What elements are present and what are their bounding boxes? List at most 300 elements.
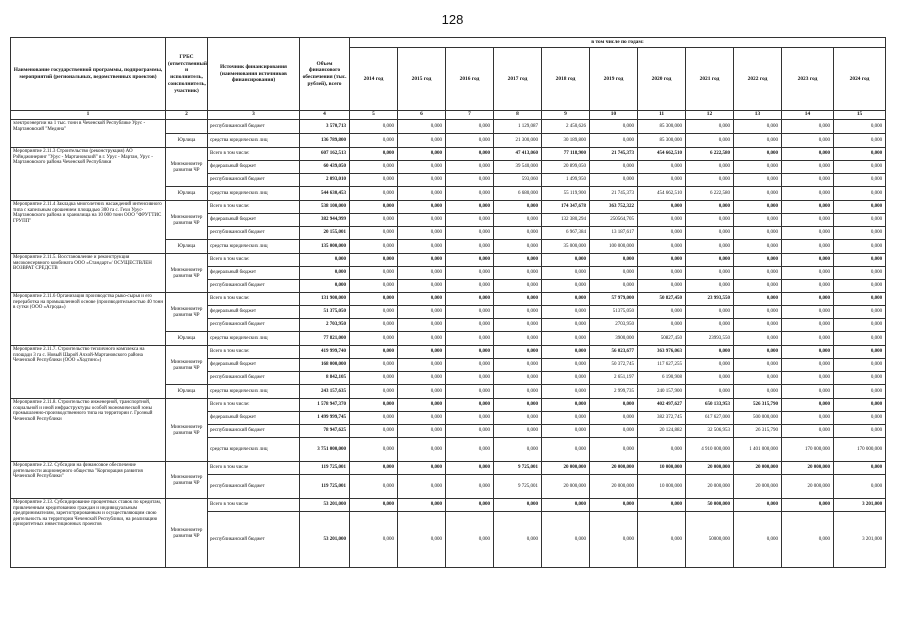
year-amount: 0,000 bbox=[782, 120, 834, 134]
year-amount: 0,000 bbox=[782, 499, 834, 512]
total-amount: 78 947,625 bbox=[300, 425, 350, 438]
year-amount: 0,000 bbox=[542, 425, 590, 438]
year-amount: 20 000,000 bbox=[542, 462, 590, 475]
col-header-year: 2018 год bbox=[542, 48, 590, 111]
col-header-year: 2019 год bbox=[590, 48, 638, 111]
year-amount: 0,000 bbox=[834, 462, 886, 475]
year-amount: 0,000 bbox=[542, 346, 590, 359]
year-amount: 0,000 bbox=[398, 438, 446, 462]
total-amount: 53 201,000 bbox=[300, 512, 350, 568]
funding-source: республиканский бюджет bbox=[208, 475, 300, 499]
year-amount: 0,000 bbox=[542, 412, 590, 425]
year-amount: 20 000,000 bbox=[734, 475, 782, 499]
year-amount: 0,000 bbox=[834, 201, 886, 214]
year-amount: 0,000 bbox=[398, 267, 446, 280]
year-amount: 0,000 bbox=[734, 174, 782, 187]
year-amount: 0,000 bbox=[398, 227, 446, 240]
year-amount: 57 979,000 bbox=[590, 293, 638, 306]
year-amount: 0,000 bbox=[734, 227, 782, 240]
year-amount: 50000,000 bbox=[686, 512, 734, 568]
year-amount: 0,000 bbox=[398, 346, 446, 359]
year-amount: 0,000 bbox=[398, 240, 446, 254]
col-header-year: 2020 год bbox=[638, 48, 686, 111]
year-amount: 0,000 bbox=[686, 372, 734, 385]
table-header bbox=[11, 38, 886, 111]
year-amount: 51375,050 bbox=[590, 306, 638, 319]
year-amount: 0,000 bbox=[350, 214, 398, 227]
year-amount: 0,000 bbox=[782, 346, 834, 359]
year-amount: 0,000 bbox=[446, 332, 494, 346]
measure-name: электроэнергии на 1 тыс. тонн в Чеченской Республике Урус - Мартановский "Медина" bbox=[11, 120, 166, 148]
year-amount: 0,000 bbox=[734, 332, 782, 346]
year-amount: 20 124,882 bbox=[638, 425, 686, 438]
total-amount: 53 201,000 bbox=[300, 499, 350, 512]
total-amount: 0,000 bbox=[300, 267, 350, 280]
year-amount: 0,000 bbox=[398, 254, 446, 267]
year-amount: 0,000 bbox=[734, 254, 782, 267]
year-amount: 100 000,000 bbox=[590, 240, 638, 254]
year-amount: 3 201,000 bbox=[834, 499, 886, 512]
year-amount: 0,000 bbox=[350, 319, 398, 332]
year-amount: 0,000 bbox=[782, 201, 834, 214]
year-amount: 0,000 bbox=[590, 399, 638, 412]
year-amount: 0,000 bbox=[446, 254, 494, 267]
year-amount: 0,000 bbox=[590, 174, 638, 187]
year-amount: 0,000 bbox=[350, 438, 398, 462]
year-amount: 0,000 bbox=[734, 306, 782, 319]
funding-source: Всего в том числе: bbox=[208, 148, 300, 161]
funding-source: республиканский бюджет bbox=[208, 174, 300, 187]
year-amount: 0,000 bbox=[446, 240, 494, 254]
year-amount: 0,000 bbox=[446, 372, 494, 385]
year-amount: 0,000 bbox=[734, 187, 782, 201]
year-amount: 1 401 000,000 bbox=[734, 438, 782, 462]
total-amount: 0,000 bbox=[300, 254, 350, 267]
year-amount: 0,000 bbox=[350, 254, 398, 267]
year-amount: 0,000 bbox=[446, 174, 494, 187]
year-amount: 0,000 bbox=[398, 332, 446, 346]
measure-name: Мероприятие 2.11.5. Восстановление и реконструкция мясоконсервного комбината ООО «Стандарт»/ ОСУЩЕСТВЛЕН ВОЗВРАТ СРЕДСТВ bbox=[11, 254, 166, 293]
year-amount: 0,000 bbox=[638, 438, 686, 462]
year-amount: 0,000 bbox=[686, 134, 734, 148]
year-amount: 170 000,000 bbox=[834, 438, 886, 462]
year-amount: 0,000 bbox=[782, 385, 834, 399]
year-amount: 0,000 bbox=[782, 332, 834, 346]
year-amount: 0,000 bbox=[350, 425, 398, 438]
year-amount: 0,000 bbox=[398, 385, 446, 399]
funding-source: республиканский бюджет bbox=[208, 280, 300, 293]
year-amount: 0,000 bbox=[590, 254, 638, 267]
year-amount: 0,000 bbox=[590, 512, 638, 568]
year-amount: 0,000 bbox=[834, 174, 886, 187]
year-amount: 85 300,000 bbox=[638, 120, 686, 134]
year-amount: 0,000 bbox=[734, 148, 782, 161]
column-number: 10 bbox=[590, 111, 638, 120]
year-amount: 20 000,000 bbox=[542, 475, 590, 499]
total-amount: 168 000,000 bbox=[300, 359, 350, 372]
total-amount: 3 570,713 bbox=[300, 120, 350, 134]
year-amount: 0,000 bbox=[638, 227, 686, 240]
column-number: 7 bbox=[446, 111, 494, 120]
year-amount: 0,000 bbox=[446, 399, 494, 412]
year-amount: 0,000 bbox=[446, 148, 494, 161]
year-amount: 0,000 bbox=[350, 227, 398, 240]
year-amount: 0,000 bbox=[834, 306, 886, 319]
total-amount: 131 900,000 bbox=[300, 293, 350, 306]
year-amount: 0,000 bbox=[638, 499, 686, 512]
total-amount: 382 944,999 bbox=[300, 214, 350, 227]
year-amount: 0,000 bbox=[542, 267, 590, 280]
funding-source: республиканский бюджет bbox=[208, 227, 300, 240]
year-amount: 0,000 bbox=[782, 148, 834, 161]
year-amount: 0,000 bbox=[834, 372, 886, 385]
col-header-year: 2014 год bbox=[350, 48, 398, 111]
year-amount: 0,000 bbox=[834, 214, 886, 227]
year-amount: 0,000 bbox=[638, 201, 686, 214]
year-amount: 0,000 bbox=[350, 201, 398, 214]
grbs-cell-extra: Юрлица bbox=[166, 134, 208, 148]
year-amount: 20 000,000 bbox=[686, 462, 734, 475]
year-amount: 0,000 bbox=[542, 254, 590, 267]
year-amount: 0,000 bbox=[782, 267, 834, 280]
year-amount: 650 133,953 bbox=[686, 399, 734, 412]
year-amount: 0,000 bbox=[494, 346, 542, 359]
year-amount: 10 000,000 bbox=[638, 462, 686, 475]
year-amount: 0,000 bbox=[398, 134, 446, 148]
year-amount: 0,000 bbox=[834, 399, 886, 412]
total-amount: 243 157,635 bbox=[300, 385, 350, 399]
year-amount: 0,000 bbox=[782, 399, 834, 412]
column-number: 12 bbox=[686, 111, 734, 120]
year-amount: 0,000 bbox=[834, 319, 886, 332]
year-amount: 0,000 bbox=[782, 372, 834, 385]
year-amount: 0,000 bbox=[350, 174, 398, 187]
year-amount: 3 201,000 bbox=[834, 512, 886, 568]
year-amount: 0,000 bbox=[734, 214, 782, 227]
year-amount: 6 222,580 bbox=[686, 187, 734, 201]
year-amount: 50 372,745 bbox=[590, 359, 638, 372]
funding-source: Всего в том числе bbox=[208, 499, 300, 512]
page-number: 128 bbox=[441, 12, 464, 27]
year-amount: 0,000 bbox=[782, 214, 834, 227]
year-amount: 0,000 bbox=[734, 280, 782, 293]
total-amount: 1 499 999,745 bbox=[300, 412, 350, 425]
year-amount: 0,000 bbox=[834, 254, 886, 267]
column-number: 4 bbox=[300, 111, 350, 120]
year-amount: 30 189,800 bbox=[542, 134, 590, 148]
year-amount: 500 000,000 bbox=[734, 412, 782, 425]
year-amount: 0,000 bbox=[542, 306, 590, 319]
year-amount: 0,000 bbox=[542, 332, 590, 346]
year-amount: 0,000 bbox=[446, 412, 494, 425]
year-amount: 0,000 bbox=[350, 332, 398, 346]
year-amount: 6 680,000 bbox=[494, 187, 542, 201]
total-amount: 544 630,453 bbox=[300, 187, 350, 201]
year-amount: 0,000 bbox=[686, 319, 734, 332]
year-amount: 0,000 bbox=[446, 161, 494, 174]
year-amount: 0,000 bbox=[494, 359, 542, 372]
funding-source: средства юридических лиц bbox=[208, 134, 300, 148]
year-amount: 250564,705 bbox=[590, 214, 638, 227]
year-amount: 85 300,000 bbox=[638, 134, 686, 148]
year-amount: 0,000 bbox=[590, 120, 638, 134]
col-header-name: Наименование государственной программы, подпрограммы, мероприятий (региональных, ведомственных проектов) bbox=[11, 38, 166, 111]
year-amount: 0,000 bbox=[494, 512, 542, 568]
year-amount: 0,000 bbox=[494, 372, 542, 385]
grbs-cell: Минэкономтер развития ЧР bbox=[166, 346, 208, 385]
total-amount: 2 093,010 bbox=[300, 174, 350, 187]
year-amount: 0,000 bbox=[734, 134, 782, 148]
year-amount: 20 000,000 bbox=[734, 462, 782, 475]
funding-source: республиканский бюджет bbox=[208, 319, 300, 332]
funding-source: средства юридических лиц bbox=[208, 187, 300, 201]
year-amount: 0,000 bbox=[686, 214, 734, 227]
funding-source: федеральный бюджет bbox=[208, 359, 300, 372]
year-amount: 0,000 bbox=[398, 280, 446, 293]
year-amount: 0,000 bbox=[734, 161, 782, 174]
year-amount: 0,000 bbox=[494, 201, 542, 214]
year-amount: 0,000 bbox=[494, 425, 542, 438]
year-amount: 363 752,322 bbox=[590, 201, 638, 214]
grbs-cell: Минэкономтер развития ЧР bbox=[166, 499, 208, 568]
year-amount: 0,000 bbox=[638, 240, 686, 254]
year-amount: 454 662,510 bbox=[638, 187, 686, 201]
year-amount: 0,000 bbox=[782, 280, 834, 293]
year-amount: 0,000 bbox=[446, 425, 494, 438]
measure-name: Мероприятие 2.12. Субсидии на финансовое обеспечение деятельности акционерного общества "Корпорация развития Чеченской Республики" bbox=[11, 462, 166, 499]
year-amount: 0,000 bbox=[446, 475, 494, 499]
year-amount: 0,000 bbox=[782, 254, 834, 267]
year-amount: 593,060 bbox=[494, 174, 542, 187]
year-amount: 0,000 bbox=[398, 412, 446, 425]
year-amount: 0,000 bbox=[398, 214, 446, 227]
year-amount: 0,000 bbox=[350, 475, 398, 499]
grbs-cell-extra: Юрлица bbox=[166, 187, 208, 201]
total-amount: 3 751 000,000 bbox=[300, 438, 350, 462]
year-amount: 240 157,900 bbox=[638, 385, 686, 399]
year-amount: 0,000 bbox=[446, 499, 494, 512]
year-amount: 9 725,001 bbox=[494, 462, 542, 475]
year-amount: 13 187,617 bbox=[590, 227, 638, 240]
grbs-cell-extra: Юрлица bbox=[166, 385, 208, 399]
year-amount: 0,000 bbox=[446, 120, 494, 134]
year-amount: 9 725,001 bbox=[494, 475, 542, 499]
year-amount: 0,000 bbox=[494, 499, 542, 512]
year-amount: 0,000 bbox=[686, 359, 734, 372]
year-amount: 132 380,294 bbox=[542, 214, 590, 227]
year-amount: 0,000 bbox=[350, 412, 398, 425]
year-amount: 0,000 bbox=[782, 512, 834, 568]
year-amount: 0,000 bbox=[734, 372, 782, 385]
total-amount: 119 725,001 bbox=[300, 475, 350, 499]
year-amount: 6 190,908 bbox=[638, 372, 686, 385]
year-amount: 0,000 bbox=[494, 306, 542, 319]
year-amount: 0,000 bbox=[446, 293, 494, 306]
year-amount: 0,000 bbox=[542, 293, 590, 306]
year-amount: 0,000 bbox=[350, 512, 398, 568]
funding-source: республиканский бюджет bbox=[208, 120, 300, 134]
year-amount: 0,000 bbox=[542, 438, 590, 462]
year-amount: 0,000 bbox=[350, 267, 398, 280]
year-amount: 32 506,953 bbox=[686, 425, 734, 438]
year-amount: 47 413,060 bbox=[494, 148, 542, 161]
year-amount: 0,000 bbox=[350, 372, 398, 385]
year-amount: 0,000 bbox=[686, 120, 734, 134]
year-amount: 0,000 bbox=[734, 346, 782, 359]
grbs-cell: Минэкономтер развития ЧР bbox=[166, 201, 208, 240]
year-amount: 0,000 bbox=[834, 227, 886, 240]
year-amount: 0,000 bbox=[782, 174, 834, 187]
year-amount: 0,000 bbox=[834, 425, 886, 438]
year-amount: 50 827,450 bbox=[638, 293, 686, 306]
year-amount: 0,000 bbox=[782, 134, 834, 148]
year-amount: 0,000 bbox=[398, 359, 446, 372]
year-amount: 0,000 bbox=[350, 399, 398, 412]
year-amount: 0,000 bbox=[782, 240, 834, 254]
year-amount: 35 000,000 bbox=[542, 240, 590, 254]
year-amount: 0,000 bbox=[590, 438, 638, 462]
year-amount: 0,000 bbox=[350, 240, 398, 254]
grbs-cell: Минэкономтер развития ЧР bbox=[166, 148, 208, 187]
year-amount: 0,000 bbox=[834, 280, 886, 293]
year-amount: 0,000 bbox=[686, 267, 734, 280]
col-header-year: 2024 год bbox=[834, 48, 886, 111]
year-amount: 0,000 bbox=[834, 346, 886, 359]
year-amount: 0,000 bbox=[734, 201, 782, 214]
year-amount: 0,000 bbox=[350, 134, 398, 148]
year-amount: 0,000 bbox=[446, 359, 494, 372]
year-amount: 174 347,678 bbox=[542, 201, 590, 214]
year-amount: 0,000 bbox=[686, 385, 734, 399]
total-amount: 20 155,001 bbox=[300, 227, 350, 240]
table-row bbox=[11, 462, 886, 475]
year-amount: 0,000 bbox=[350, 161, 398, 174]
year-amount: 10 000,000 bbox=[638, 475, 686, 499]
year-amount: 0,000 bbox=[734, 319, 782, 332]
year-amount: 0,000 bbox=[734, 293, 782, 306]
year-amount: 0,000 bbox=[494, 267, 542, 280]
year-amount: 0,000 bbox=[782, 412, 834, 425]
funding-source: Всего в том числе: bbox=[208, 346, 300, 359]
year-amount: 2703,950 bbox=[590, 319, 638, 332]
year-amount: 0,000 bbox=[446, 306, 494, 319]
table-row bbox=[11, 201, 886, 214]
year-amount: 0,000 bbox=[542, 372, 590, 385]
year-amount: 0,000 bbox=[494, 399, 542, 412]
year-amount: 0,000 bbox=[834, 412, 886, 425]
year-amount: 0,000 bbox=[542, 359, 590, 372]
year-amount: 0,000 bbox=[590, 280, 638, 293]
year-amount: 402 497,627 bbox=[638, 399, 686, 412]
total-amount: 135 000,000 bbox=[300, 240, 350, 254]
year-amount: 0,000 bbox=[398, 399, 446, 412]
year-amount: 0,000 bbox=[542, 280, 590, 293]
funding-source: федеральный бюджет bbox=[208, 267, 300, 280]
year-amount: 3900,000 bbox=[590, 332, 638, 346]
column-number: 13 bbox=[734, 111, 782, 120]
year-amount: 0,000 bbox=[782, 293, 834, 306]
year-amount: 0,000 bbox=[446, 319, 494, 332]
year-amount: 0,000 bbox=[350, 120, 398, 134]
year-amount: 0,000 bbox=[398, 462, 446, 475]
year-amount: 0,000 bbox=[398, 475, 446, 499]
col-header-year: 2017 год bbox=[494, 48, 542, 111]
year-amount: 2 651,197 bbox=[590, 372, 638, 385]
year-amount: 26 315,790 bbox=[734, 425, 782, 438]
funding-source: Всего в том числе: bbox=[208, 293, 300, 306]
year-amount: 526 315,790 bbox=[734, 399, 782, 412]
column-number: 11 bbox=[638, 111, 686, 120]
year-amount: 0,000 bbox=[350, 280, 398, 293]
table-row bbox=[11, 120, 886, 134]
year-amount: 0,000 bbox=[494, 385, 542, 399]
column-number: 2 bbox=[166, 111, 208, 120]
year-amount: 0,000 bbox=[590, 267, 638, 280]
total-amount: 419 999,740 bbox=[300, 346, 350, 359]
year-amount: 0,000 bbox=[686, 240, 734, 254]
year-amount: 21 745,373 bbox=[590, 187, 638, 201]
year-amount: 0,000 bbox=[350, 293, 398, 306]
grbs-cell bbox=[166, 120, 208, 134]
year-amount: 0,000 bbox=[834, 148, 886, 161]
year-amount: 50827,450 bbox=[638, 332, 686, 346]
measure-name: Мероприятие 2.11.7. Строительство тепличного комплекса на площади 3 га с. Новый Шарой Ачхой-Мартановского района Чеченской Республики (ООО «Ходтинс») bbox=[11, 346, 166, 399]
year-amount: 0,000 bbox=[782, 227, 834, 240]
total-amount: 538 100,000 bbox=[300, 201, 350, 214]
year-amount: 0,000 bbox=[638, 267, 686, 280]
total-amount: 51 375,050 bbox=[300, 306, 350, 319]
year-amount: 0,000 bbox=[590, 412, 638, 425]
year-amount: 0,000 bbox=[494, 293, 542, 306]
year-amount: 0,000 bbox=[350, 306, 398, 319]
grbs-cell: Минэкономтер развития ЧР bbox=[166, 254, 208, 293]
funding-source: федеральный бюджет bbox=[208, 161, 300, 174]
year-amount: 0,000 bbox=[782, 161, 834, 174]
year-amount: 20 000,000 bbox=[782, 475, 834, 499]
total-amount: 136 789,800 bbox=[300, 134, 350, 148]
year-amount: 0,000 bbox=[446, 134, 494, 148]
year-amount: 0,000 bbox=[446, 201, 494, 214]
funding-source: Всего в том числе: bbox=[208, 399, 300, 412]
year-amount: 0,000 bbox=[686, 201, 734, 214]
year-amount: 0,000 bbox=[542, 385, 590, 399]
year-amount: 0,000 bbox=[446, 187, 494, 201]
year-amount: 0,000 bbox=[782, 187, 834, 201]
year-amount: 0,000 bbox=[734, 267, 782, 280]
column-number: 3 bbox=[208, 111, 300, 120]
measure-name: Мероприятие 2.13. Субсидирование процентных ставок по кредитам, привлеченным кредитованию граждан и индивидуальным предпринимателям, зарегистрированным и осуществляющим свою деятельность на территории Чеченской Республики, на реализацию приоритетных инвестиционных проектов bbox=[11, 499, 166, 568]
grbs-cell: Минэкономтер развития ЧР bbox=[166, 462, 208, 499]
year-amount: 0,000 bbox=[686, 174, 734, 187]
year-amount: 0,000 bbox=[638, 254, 686, 267]
year-amount: 21 745,373 bbox=[590, 148, 638, 161]
year-amount: 0,000 bbox=[398, 161, 446, 174]
year-amount: 4 910 000,000 bbox=[686, 438, 734, 462]
year-amount: 0,000 bbox=[542, 512, 590, 568]
year-amount: 0,000 bbox=[350, 187, 398, 201]
year-amount: 0,000 bbox=[446, 346, 494, 359]
table-row bbox=[11, 148, 886, 161]
year-amount: 0,000 bbox=[686, 280, 734, 293]
year-amount: 0,000 bbox=[834, 475, 886, 499]
year-amount: 0,000 bbox=[350, 346, 398, 359]
year-amount: 0,000 bbox=[590, 161, 638, 174]
col-header-year: 2016 год bbox=[446, 48, 494, 111]
year-amount: 454 662,510 bbox=[638, 148, 686, 161]
year-amount: 0,000 bbox=[446, 214, 494, 227]
year-amount: 0,000 bbox=[734, 499, 782, 512]
funding-source: средства юридических лиц bbox=[208, 332, 300, 346]
